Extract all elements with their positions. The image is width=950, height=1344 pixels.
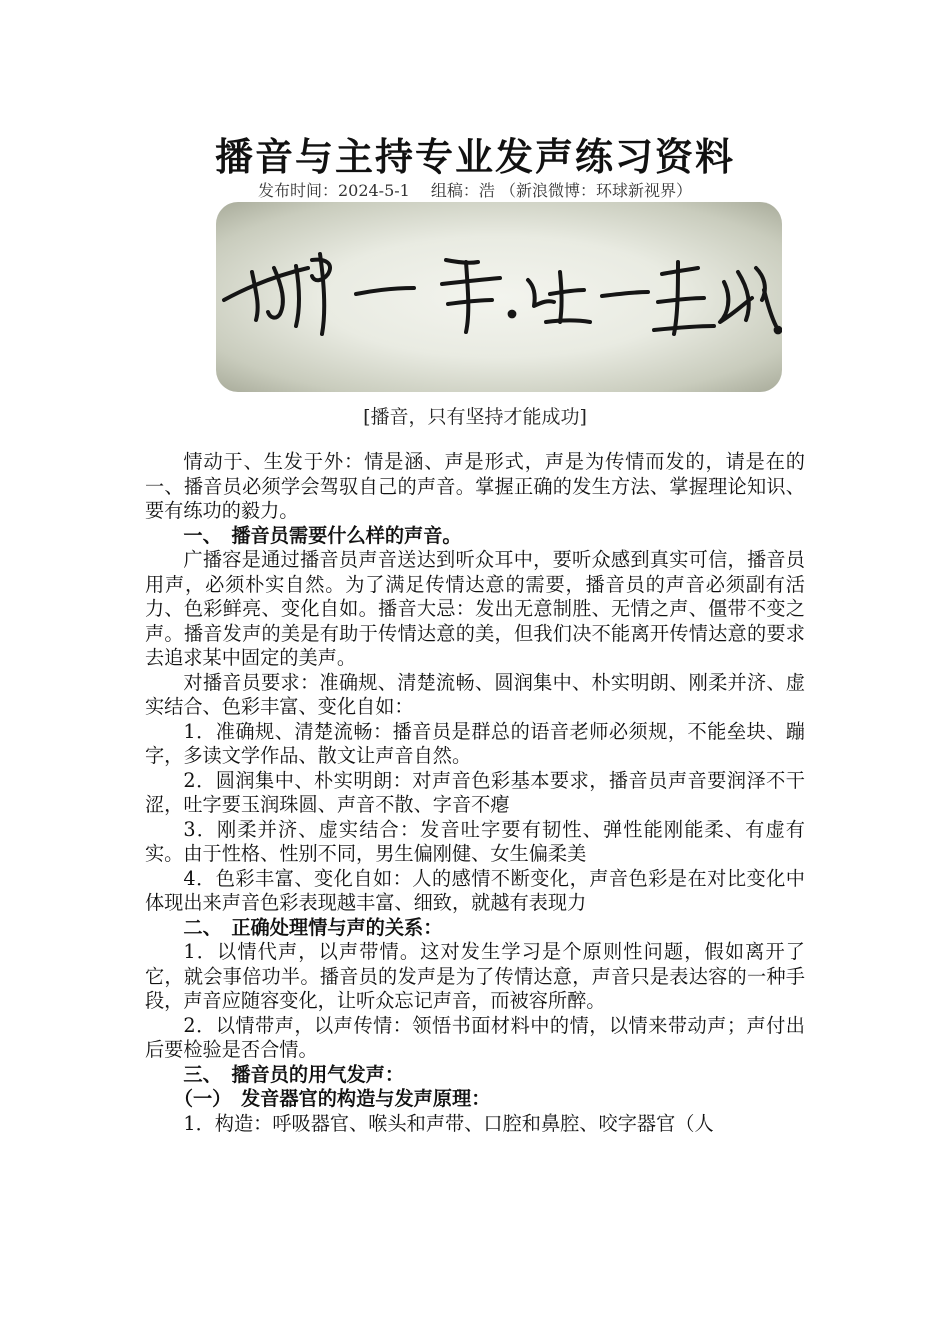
section-heading-2: 二、 正确处理情与声的关系： xyxy=(183,915,443,939)
paragraph: 2．圆润集中、朴实明朗：对声音色彩基本要求，播音员声音要润泽不干涩，吐字要玉润珠圆、声音不散、字音不瘪 xyxy=(145,768,805,816)
paragraph: 情动于、生发于外：情是涵、声是形式，声是为传情而发的，请是在的一、播音员必须学会驾驭自己的声音。掌握正确的发生方法、掌握理论知识、要有练功的毅力。 xyxy=(145,450,805,522)
paragraph: 广播容是通过播音员声音送达到听众耳中，要听众感到真实可信，播音员用声，必须朴实自然。为了满足传情达意的需要，播音员的声音必须副有活力、色彩鲜亮、变化自如。播音大忌：发出无意制胜、无情之声、僵带不变之声。播音发声的美是有助于传情达意的美，但我们决不能离开传情达意的要求去追求某中固定的美声。 xyxy=(145,548,805,669)
publish-info: 发布时间：2024-5-1 组稿：浩 （新浪微博：环球新视界） xyxy=(257,181,693,200)
paragraph: 1．准确规、清楚流畅：播音员是群总的语音老师必须规，不能垒块、蹦字，多读文学作品、散文让声音自然。 xyxy=(145,719,805,767)
section-heading-1: 一、 播音员需要什么样的声音。 xyxy=(183,523,462,547)
image-caption: [播音，只有坚持才能成功] xyxy=(363,406,587,428)
section-heading-3: 三、 播音员的用气发声： xyxy=(183,1062,405,1086)
paragraph: 4．色彩丰富、变化自如：人的感情不断变化，声音色彩是在对比变化中体现出来声音色彩表现越丰富、细致，就越有表现力 xyxy=(145,866,805,914)
paragraph: 3．刚柔并济、虚实结合：发音吐字要有韧性、弹性能刚能柔、有虚有实。由于性格、性别不同，男生偏刚健、女生偏柔美 xyxy=(145,817,805,865)
paragraph: 对播音员要求：准确规、清楚流畅、圆润集中、朴实明朗、刚柔并济、虚实结合、色彩丰富、变化自如： xyxy=(145,670,805,718)
calligraphy-photo xyxy=(216,202,782,392)
paragraph: 2．以情带声，以声传情：领悟书面材料中的情，以情来带动声；声付出后要检验是否合情。 xyxy=(145,1013,805,1061)
paragraph: 1．以情代声，以声带情。这对发生学习是个原则性问题，假如离开了它，就会事倍功半。播音员的发声是为了传情达意，声音只是表达容的一种手段，声音应随容变化，让听众忘记声音，而被容所醉。 xyxy=(145,940,805,1012)
handwriting-image xyxy=(216,202,782,392)
article-body xyxy=(145,450,805,1136)
document-title: 播音与主持专业发声练习资料 xyxy=(214,134,735,179)
paragraph: 1．构造：呼吸器官、喉头和声带、口腔和鼻腔、咬字器官（人 xyxy=(183,1111,714,1135)
subsection-heading: （一） 发音器官的构造与发声原理： xyxy=(173,1087,491,1110)
